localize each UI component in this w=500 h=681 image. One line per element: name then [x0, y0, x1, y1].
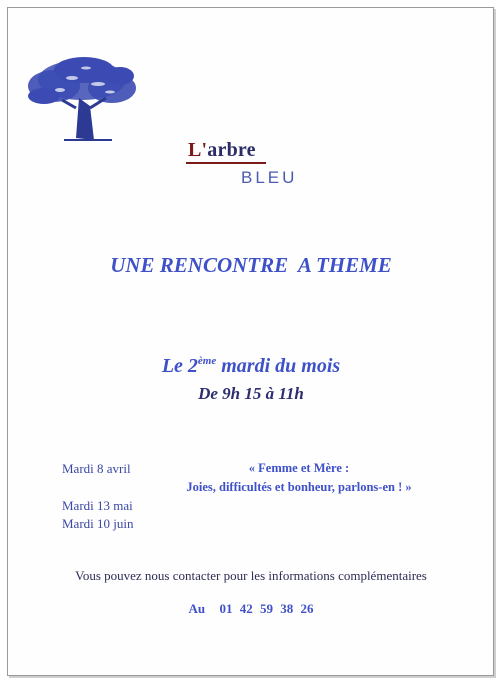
theme-line-2: Joies, difficultés et bonheur, parlons-en ! »: [186, 480, 412, 494]
date-item: Mardi 10 juin: [62, 516, 134, 531]
page-heading: UNE RENCONTRE A THEME: [110, 253, 392, 277]
contact-text: Vous pouvez nous contacter pour les informations complémentaires: [75, 568, 427, 583]
logo-name-rest: arbre: [207, 139, 256, 161]
date-item: Mardi 8 avril: [62, 461, 131, 476]
date-item: Mardi 13 mai: [62, 498, 133, 513]
contact-phone: Au 01 42 59 38 26: [188, 601, 314, 616]
logo-underline: [186, 162, 266, 164]
schedule-superscript: ème: [197, 355, 217, 367]
logo-name: [188, 139, 256, 162]
schedule-prefix: Le 2: [161, 355, 198, 377]
schedule-hours: De 9h 15 à 11h: [198, 384, 304, 403]
logo-name-first: L': [188, 139, 208, 161]
theme-text: [164, 459, 434, 497]
theme-line-1: « Femme et Mère :: [248, 461, 350, 475]
schedule-suffix: mardi du mois: [216, 355, 341, 377]
tree-logo-icon: [24, 48, 142, 148]
logo-subtitle: BLEU: [241, 168, 298, 187]
schedule-line: [1, 355, 500, 378]
flyer-page: [7, 7, 494, 676]
